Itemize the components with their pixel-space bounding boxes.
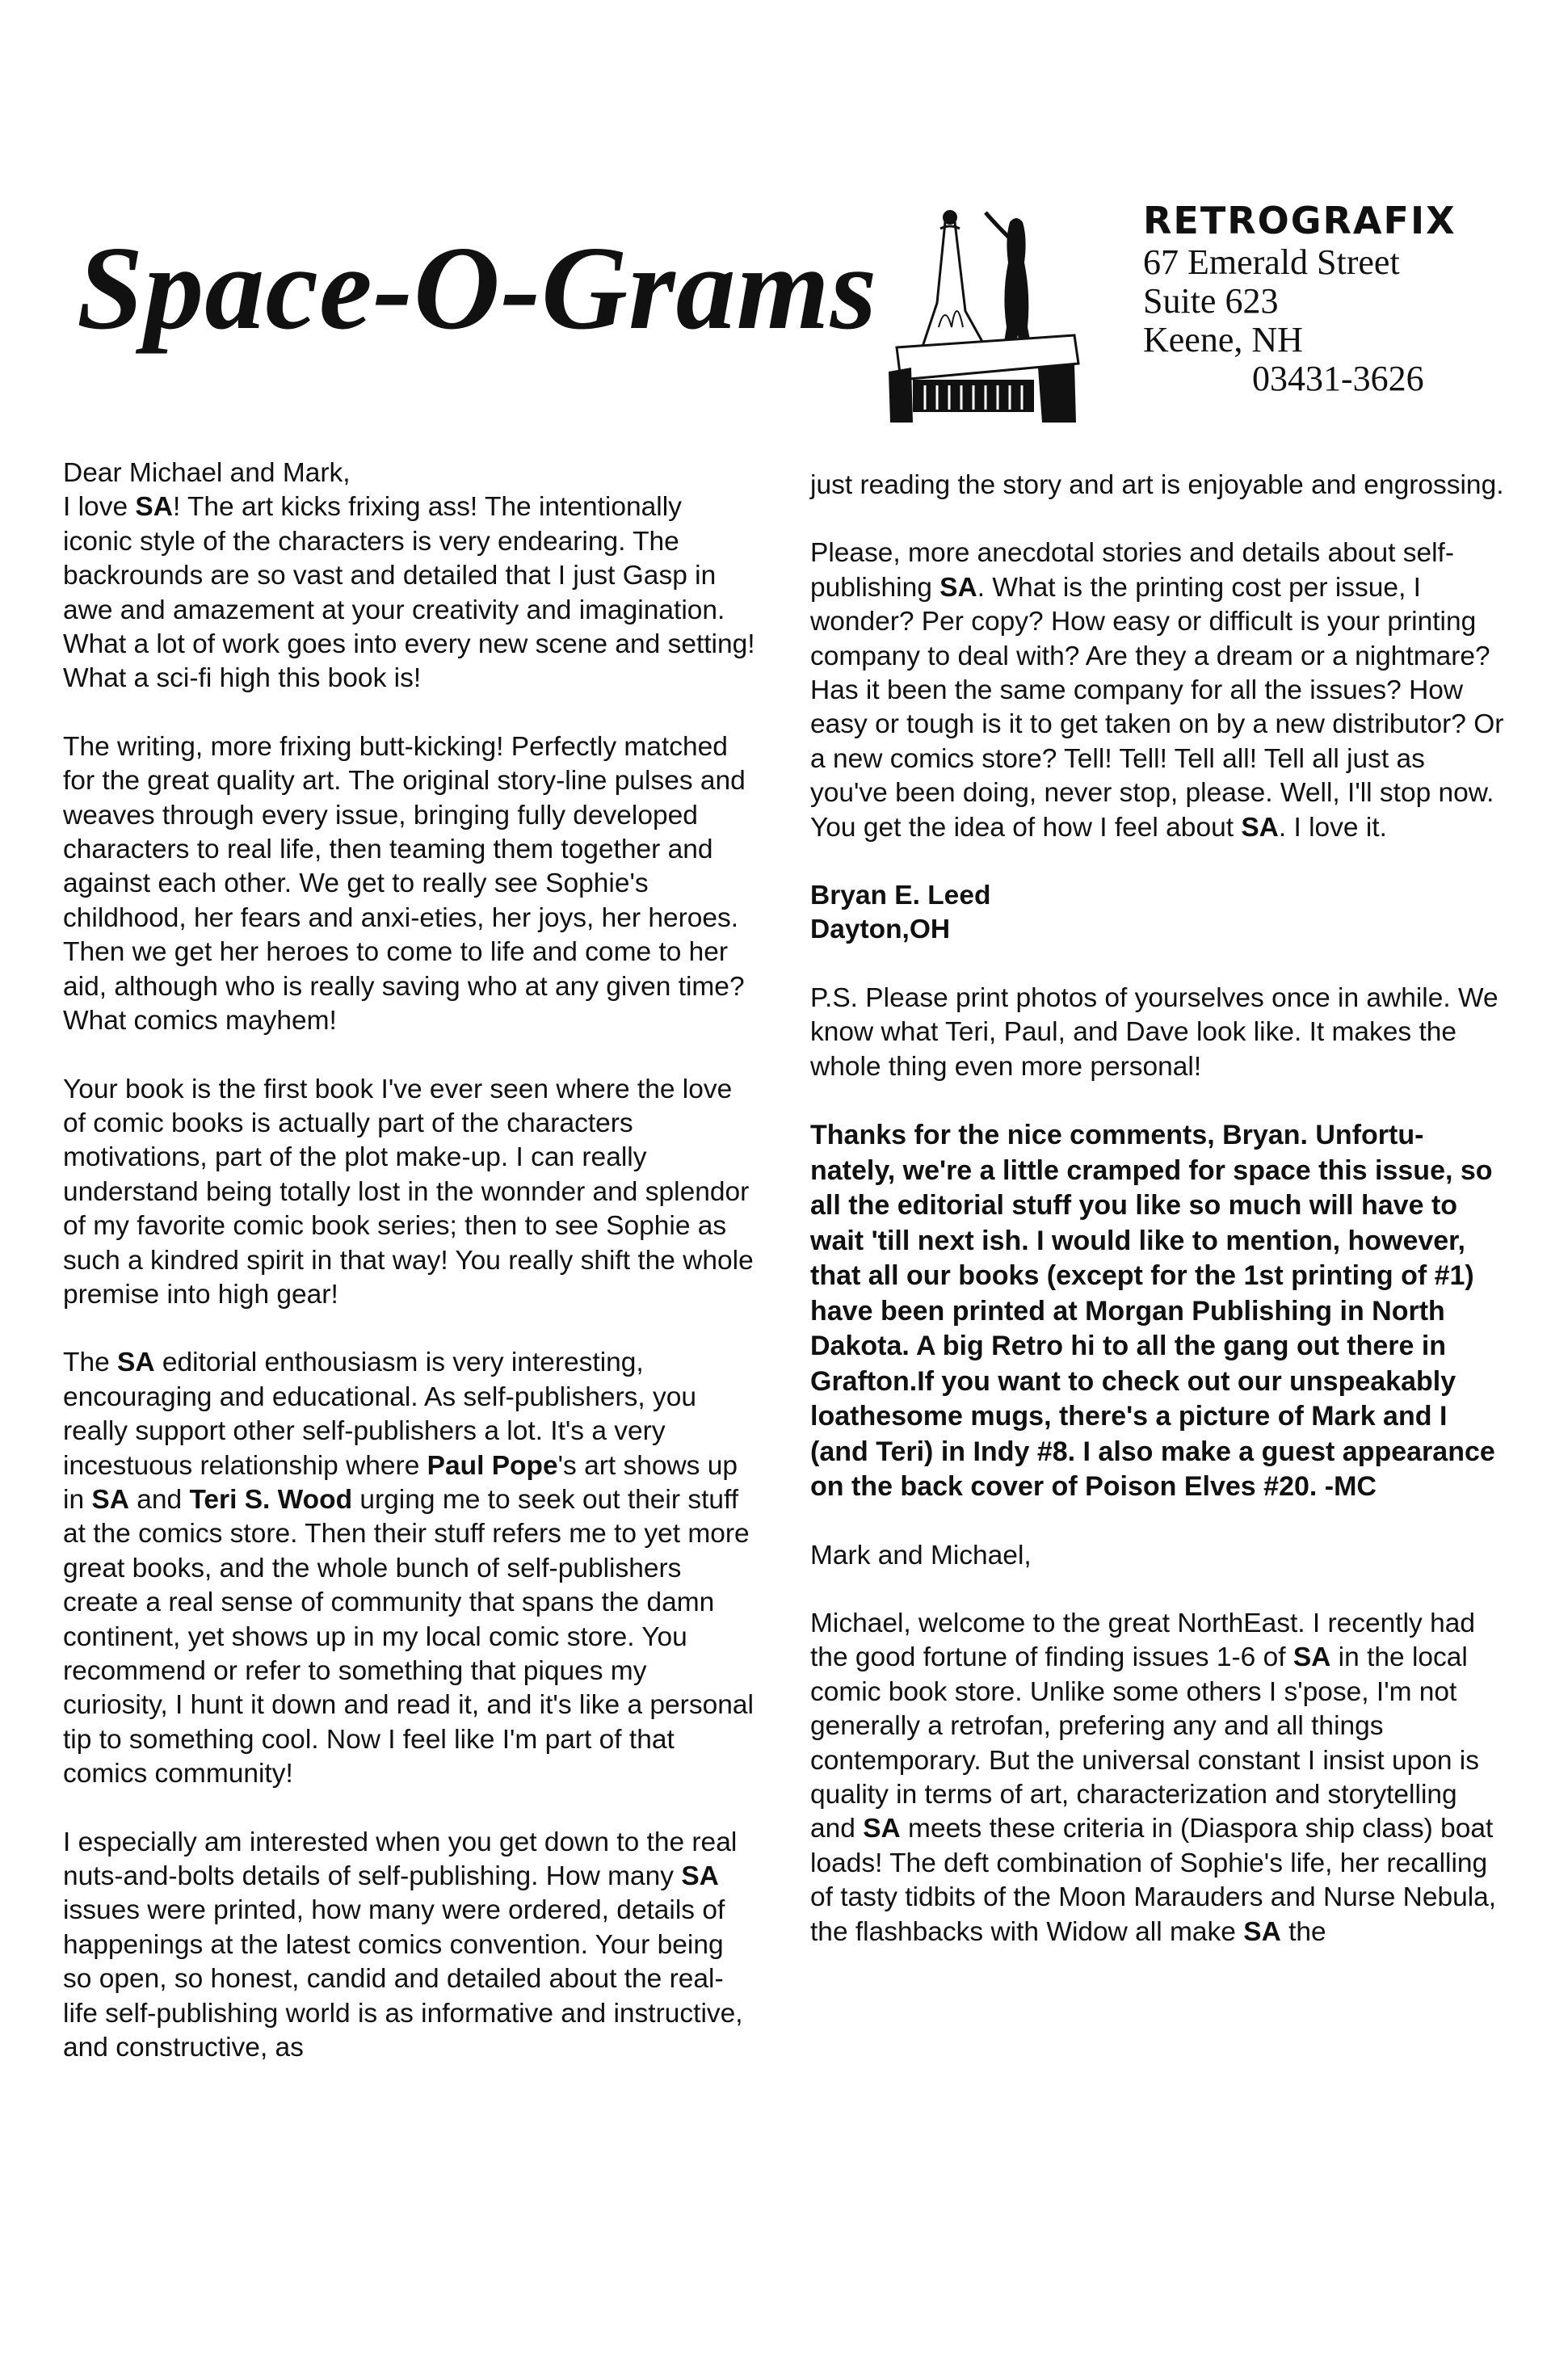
letter-paragraph (810, 469, 1505, 502)
editor-reply: Thanks for the nice comments, Bryan. Unfortu-nately, we're a little cramped for space this issue, so all the editorial stuff you like so much will have to wait 'till next ish. I would like to mention, however, that all our books (except for the 1st printing of #1) have been printed at Morgan Publishing in North Dakota. A big Retro hi to all the gang out there in Grafton.If you want to check out our unspeakably loathesome mugs, there's a picture of Mark and I (and Teri) in Indy #8. I also make a guest appearance on the back cover of Poison Elves #20. -MC (810, 1120, 1495, 1503)
bold-text: SA (117, 1348, 155, 1378)
letter-paragraph (63, 1826, 758, 2066)
bold-text: SA (1241, 812, 1279, 843)
text-run: ! The art kicks frixing ass! The intentionally iconic style of the characters is very endearing. The backrounds are so vast and detailed that I just Gasp in awe and amazement at your creativity and imagination. What a lot of work goes into every new scene and setting! What a sci-fi high this book is! (63, 492, 755, 694)
bold-text: Teri S. Wood (189, 1484, 353, 1515)
address-zip: 03431-3626 (1252, 359, 1424, 398)
letter-paragraph (810, 1607, 1505, 1949)
letter-paragraph (63, 1073, 758, 1313)
letter-signature-name: Bryan E. Leed (810, 881, 991, 911)
text-run: issues were printed, how many were ordered, details of happenings at the latest comics convention. Your being so open, so honest, candid and detailed about the real-life self-publishing world is as informative and instructive, and constructive, as (63, 1895, 743, 2063)
letter-paragraph (810, 536, 1505, 845)
letter-postscript: P.S. Please print photos of yourselves once in awhile. We know what Teri, Paul, and Dave look like. It makes the whole thing even more personal! (810, 982, 1498, 1082)
text-run: . What is the printing cost per issue, I wonder? Per copy? How easy or difficult is your printing company to deal with? Are they a dream or a nightmare? Has it been the same company for all the issues? How easy or tough is it to get taken on by a new distributor? Or a new comics store? Tell! Tell! Tell all! Tell all just as you've been doing, never stop, please. Well, I'll stop now. You get the idea of how I feel about (810, 572, 1504, 843)
bold-text: SA (1292, 1642, 1331, 1673)
text-run: meets these criteria in (Diaspora ship class) boat loads! The deft combination of Sophie's life, her recalling of tasty tidbits of the Moon Marauders and Nurse Nebula, the flashbacks with Widow all make (810, 1814, 1497, 1947)
bold-text: SA (1243, 1916, 1281, 1947)
address-city: Keene, NH (1143, 320, 1303, 360)
text-run: urging me to seek out their stuff at the comics store. Then their stuff refers me to yet more great books, and the whole bunch of self-publishers create a real sense of community that spans the damn continent, yet shows up in my local comic store. You recommend or refer to something that piques my curiosity, I hunt it down and read it, and it's like a personal tip to something cool. Now I feel like I'm part of that comics community! (63, 1484, 754, 1789)
text-run: 's art shows up in (63, 1450, 738, 1515)
text-run: I love (63, 492, 136, 523)
bold-text: SA (863, 1814, 901, 1844)
letter-paragraph (63, 490, 758, 696)
publisher-address (1143, 198, 1456, 398)
page-title: Space-O-Grams (77, 222, 878, 355)
text-run: just reading the story and art is enjoyable and engrossing. (810, 470, 1504, 500)
letter-signature-city: Dayton,OH (810, 915, 951, 945)
text-run: I especially am interested when you get down to the real nuts-and-bolts details of self-publishing. How many (63, 1827, 738, 1892)
text-run: Michael, welcome to the great NorthEast. I recently had the good fortune of finding issues 1-6 of (810, 1608, 1476, 1673)
bold-text: SA (135, 492, 173, 523)
text-run: The writing, more frixing butt-kicking! Perfectly matched for the great quality art. The original story-line pulses and weaves through every issue, bringing fully developed characters to real life, then teaming them together and against each other. We get to really see Sophie's childhood, her fears and anxi-eties, her joys, her heroes. Then we get her heroes to come to life and come to her aid, although who is really saving who at any given time? What comics mayhem! (63, 731, 746, 1037)
letter-paragraph (63, 730, 758, 1039)
text-run: and (128, 1484, 190, 1515)
text-run: editorial enthousiasm is very interesting, encouraging and educational. As self-publishers, you really support other self-publishers a lot. It's a very incestuous relationship where (63, 1348, 697, 1481)
address-street: 67 Emerald Street (1143, 242, 1400, 282)
page-header (0, 0, 1551, 452)
text-run: The (63, 1348, 118, 1378)
address-suite: Suite 623 (1143, 281, 1279, 321)
text-run: the (1280, 1916, 1326, 1947)
bold-text: Paul Pope (427, 1450, 558, 1481)
text-run: Please, more anecdotal stories and details about self-publishing (810, 538, 1455, 603)
letter-salutation: Mark and Michael, (810, 1540, 1032, 1571)
text-run: . I love it. (1278, 812, 1387, 843)
letter-salutation: Dear Michael and Mark, (63, 458, 351, 488)
letters-column-right (810, 469, 1505, 1983)
bold-text: SA (91, 1484, 129, 1515)
retro-rocket-girl-illustration (889, 206, 1082, 424)
letters-column-left (63, 456, 758, 2099)
publisher-name: RETROGRAFIX (1143, 199, 1456, 242)
bold-text: SA (939, 572, 977, 603)
text-run: Your book is the first book I've ever seen where the love of comic books is actually part of the characters motivations, part of the plot make-up. I can really understand being totally lost in the wonnder and splendor of my favorite comic book series; then to see Sophie as such a kindred spirit in that way! You really shift the whole premise into high gear! (63, 1074, 754, 1310)
text-run: in the local comic book store. Unlike some others I s'pose, I'm not generally a retrofan, prefering any and all things contemporary. But the universal constant I insist upon is quality in terms of art, characterization and storytelling and (810, 1642, 1479, 1844)
letter-paragraph (63, 1346, 758, 1791)
bold-text: SA (681, 1861, 719, 1892)
